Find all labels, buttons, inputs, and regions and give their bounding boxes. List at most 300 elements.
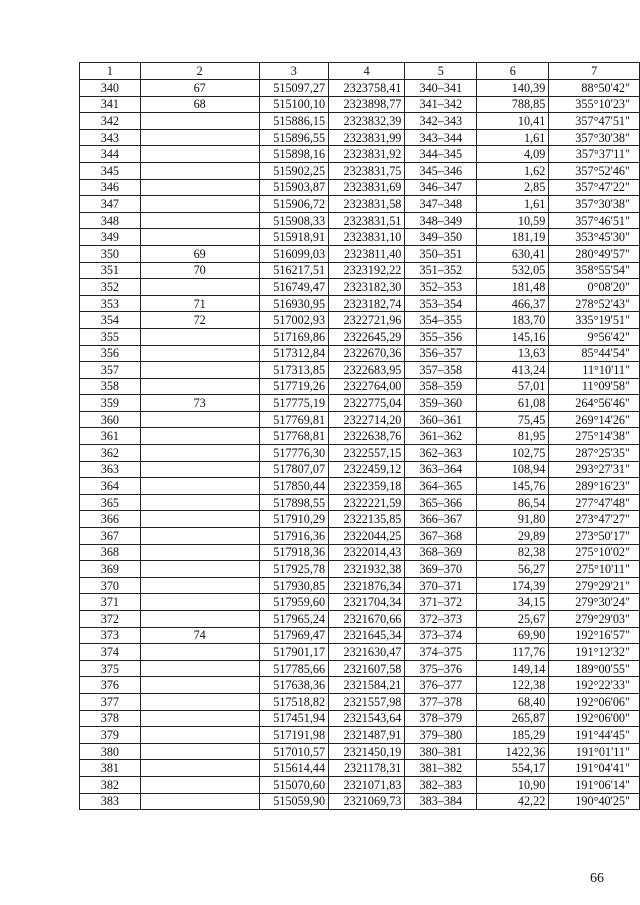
bearing-cell: 269°14'26" xyxy=(549,411,640,428)
y-coordinate-cell: 2323831,92 xyxy=(329,146,405,163)
distance-cell: 29,89 xyxy=(477,528,549,545)
point-number-cell: 348 xyxy=(80,212,141,229)
segment-cell: 378–379 xyxy=(405,710,477,727)
point-number-cell: 370 xyxy=(80,577,141,594)
point-number-cell: 364 xyxy=(80,478,141,495)
node-number-cell xyxy=(140,411,259,428)
table-row xyxy=(80,577,640,594)
segment-cell: 345–346 xyxy=(405,162,477,179)
x-coordinate-cell: 515898,16 xyxy=(259,146,329,163)
x-coordinate-cell: 515059,90 xyxy=(259,793,329,810)
node-number-cell xyxy=(140,129,259,146)
y-coordinate-cell: 2323831,75 xyxy=(329,162,405,179)
segment-cell: 365–366 xyxy=(405,494,477,511)
segment-cell: 374–375 xyxy=(405,644,477,661)
y-coordinate-cell: 2321543,64 xyxy=(329,710,405,727)
point-number-cell: 355 xyxy=(80,328,141,345)
node-number-cell xyxy=(140,212,259,229)
segment-cell: 350–351 xyxy=(405,245,477,262)
distance-cell: 265,87 xyxy=(477,710,549,727)
bearing-cell: 11°10'11" xyxy=(549,362,640,379)
header-cell-3: 3 xyxy=(259,63,329,80)
point-number-cell: 350 xyxy=(80,245,141,262)
x-coordinate-cell: 517312,84 xyxy=(259,345,329,362)
y-coordinate-cell: 2321450,19 xyxy=(329,743,405,760)
distance-cell: 117,76 xyxy=(477,644,549,661)
node-number-cell xyxy=(140,577,259,594)
segment-cell: 340–341 xyxy=(405,80,477,97)
distance-cell: 91,80 xyxy=(477,511,549,528)
point-number-cell: 351 xyxy=(80,262,141,279)
distance-cell: 13,63 xyxy=(477,345,549,362)
distance-cell: 149,14 xyxy=(477,660,549,677)
point-number-cell: 381 xyxy=(80,760,141,777)
distance-cell: 183,70 xyxy=(477,312,549,329)
node-number-cell xyxy=(140,760,259,777)
table-row xyxy=(80,245,640,262)
y-coordinate-cell: 2323182,30 xyxy=(329,279,405,296)
point-number-cell: 359 xyxy=(80,395,141,412)
y-coordinate-cell: 2323831,99 xyxy=(329,129,405,146)
point-number-cell: 356 xyxy=(80,345,141,362)
segment-cell: 356–357 xyxy=(405,345,477,362)
distance-cell: 69,90 xyxy=(477,627,549,644)
x-coordinate-cell: 517313,85 xyxy=(259,362,329,379)
y-coordinate-cell: 2321876,34 xyxy=(329,577,405,594)
x-coordinate-cell: 515906,72 xyxy=(259,196,329,213)
distance-cell: 68,40 xyxy=(477,693,549,710)
bearing-cell: 357°46'51" xyxy=(549,212,640,229)
node-number-cell xyxy=(140,660,259,677)
header-cell-4: 4 xyxy=(329,63,405,80)
bearing-cell: 273°50'17" xyxy=(549,528,640,545)
distance-cell: 82,38 xyxy=(477,544,549,561)
segment-cell: 343–344 xyxy=(405,129,477,146)
distance-cell: 56,27 xyxy=(477,561,549,578)
y-coordinate-cell: 2323192,22 xyxy=(329,262,405,279)
node-number-cell xyxy=(140,511,259,528)
x-coordinate-cell: 516749,47 xyxy=(259,279,329,296)
node-number-cell xyxy=(140,727,259,744)
x-coordinate-cell: 516099,03 xyxy=(259,245,329,262)
x-coordinate-cell: 517850,44 xyxy=(259,478,329,495)
bearing-cell: 189°00'55" xyxy=(549,660,640,677)
x-coordinate-cell: 517901,17 xyxy=(259,644,329,661)
y-coordinate-cell: 2321704,34 xyxy=(329,594,405,611)
table-row xyxy=(80,627,640,644)
x-coordinate-cell: 515097,27 xyxy=(259,80,329,97)
distance-cell: 10,90 xyxy=(477,776,549,793)
x-coordinate-cell: 517807,07 xyxy=(259,461,329,478)
table-row xyxy=(80,362,640,379)
segment-cell: 367–368 xyxy=(405,528,477,545)
distance-cell: 788,85 xyxy=(477,96,549,113)
table-row xyxy=(80,793,640,810)
table-body xyxy=(80,80,640,810)
table-row xyxy=(80,760,640,777)
segment-cell: 376–377 xyxy=(405,677,477,694)
segment-cell: 373–374 xyxy=(405,627,477,644)
bearing-cell: 357°47'51" xyxy=(549,113,640,130)
table-row xyxy=(80,378,640,395)
bearing-cell: 85°44'54" xyxy=(549,345,640,362)
y-coordinate-cell: 2323758,41 xyxy=(329,80,405,97)
table-row xyxy=(80,229,640,246)
bearing-cell: 277°47'48" xyxy=(549,494,640,511)
node-number-cell xyxy=(140,461,259,478)
header-cell-6: 6 xyxy=(477,63,549,80)
bearing-cell: 192°16'57" xyxy=(549,627,640,644)
header-cell-2: 2 xyxy=(140,63,259,80)
distance-cell: 1,61 xyxy=(477,196,549,213)
segment-cell: 347–348 xyxy=(405,196,477,213)
y-coordinate-cell: 2323831,51 xyxy=(329,212,405,229)
segment-cell: 352–353 xyxy=(405,279,477,296)
x-coordinate-cell: 517169,86 xyxy=(259,328,329,345)
segment-cell: 344–345 xyxy=(405,146,477,163)
node-number-cell xyxy=(140,611,259,628)
x-coordinate-cell: 517785,66 xyxy=(259,660,329,677)
segment-cell: 363–364 xyxy=(405,461,477,478)
node-number-cell xyxy=(140,644,259,661)
node-number-cell xyxy=(140,162,259,179)
segment-cell: 354–355 xyxy=(405,312,477,329)
segment-cell: 375–376 xyxy=(405,660,477,677)
x-coordinate-cell: 517898,55 xyxy=(259,494,329,511)
table-row xyxy=(80,162,640,179)
distance-cell: 630,41 xyxy=(477,245,549,262)
distance-cell: 554,17 xyxy=(477,760,549,777)
header-cell-7: 7 xyxy=(549,63,640,80)
segment-cell: 368–369 xyxy=(405,544,477,561)
point-number-cell: 340 xyxy=(80,80,141,97)
y-coordinate-cell: 2322044,25 xyxy=(329,528,405,545)
distance-cell: 413,24 xyxy=(477,362,549,379)
node-number-cell xyxy=(140,544,259,561)
node-number-cell xyxy=(140,328,259,345)
node-number-cell: 68 xyxy=(140,96,259,113)
bearing-cell: 278°52'43" xyxy=(549,295,640,312)
table-row xyxy=(80,395,640,412)
table-row xyxy=(80,295,640,312)
point-number-cell: 366 xyxy=(80,511,141,528)
y-coordinate-cell: 2322135,85 xyxy=(329,511,405,528)
bearing-cell: 287°25'35" xyxy=(549,445,640,462)
y-coordinate-cell: 2323831,69 xyxy=(329,179,405,196)
table-row xyxy=(80,461,640,478)
bearing-cell: 353°45'30" xyxy=(549,229,640,246)
y-coordinate-cell: 2323831,58 xyxy=(329,196,405,213)
segment-cell: 382–383 xyxy=(405,776,477,793)
segment-cell: 348–349 xyxy=(405,212,477,229)
node-number-cell xyxy=(140,279,259,296)
node-number-cell xyxy=(140,146,259,163)
x-coordinate-cell: 517969,47 xyxy=(259,627,329,644)
y-coordinate-cell: 2322775,04 xyxy=(329,395,405,412)
distance-cell: 174,39 xyxy=(477,577,549,594)
bearing-cell: 88°50'42" xyxy=(549,80,640,97)
point-number-cell: 374 xyxy=(80,644,141,661)
table-row xyxy=(80,279,640,296)
point-number-cell: 378 xyxy=(80,710,141,727)
node-number-cell xyxy=(140,378,259,395)
segment-cell: 371–372 xyxy=(405,594,477,611)
table-row xyxy=(80,212,640,229)
y-coordinate-cell: 2322459,12 xyxy=(329,461,405,478)
point-number-cell: 343 xyxy=(80,129,141,146)
node-number-cell xyxy=(140,743,259,760)
bearing-cell: 192°06'06" xyxy=(549,693,640,710)
point-number-cell: 341 xyxy=(80,96,141,113)
segment-cell: 379–380 xyxy=(405,727,477,744)
node-number-cell xyxy=(140,428,259,445)
point-number-cell: 342 xyxy=(80,113,141,130)
table-row xyxy=(80,428,640,445)
x-coordinate-cell: 515908,33 xyxy=(259,212,329,229)
distance-cell: 466,37 xyxy=(477,295,549,312)
table-row xyxy=(80,262,640,279)
y-coordinate-cell: 2323898,77 xyxy=(329,96,405,113)
y-coordinate-cell: 2322764,00 xyxy=(329,378,405,395)
x-coordinate-cell: 517769,81 xyxy=(259,411,329,428)
distance-cell: 2,85 xyxy=(477,179,549,196)
segment-cell: 342–343 xyxy=(405,113,477,130)
bearing-cell: 289°16'23" xyxy=(549,478,640,495)
x-coordinate-cell: 515902,25 xyxy=(259,162,329,179)
x-coordinate-cell: 517451,94 xyxy=(259,710,329,727)
x-coordinate-cell: 515100,10 xyxy=(259,96,329,113)
segment-cell: 357–358 xyxy=(405,362,477,379)
point-number-cell: 347 xyxy=(80,196,141,213)
node-number-cell: 72 xyxy=(140,312,259,329)
x-coordinate-cell: 517925,78 xyxy=(259,561,329,578)
distance-cell: 102,75 xyxy=(477,445,549,462)
point-number-cell: 365 xyxy=(80,494,141,511)
y-coordinate-cell: 2321584,21 xyxy=(329,677,405,694)
bearing-cell: 357°52'46" xyxy=(549,162,640,179)
point-number-cell: 344 xyxy=(80,146,141,163)
point-number-cell: 369 xyxy=(80,561,141,578)
point-number-cell: 377 xyxy=(80,693,141,710)
x-coordinate-cell: 515070,60 xyxy=(259,776,329,793)
node-number-cell: 71 xyxy=(140,295,259,312)
y-coordinate-cell: 2321557,98 xyxy=(329,693,405,710)
y-coordinate-cell: 2322557,15 xyxy=(329,445,405,462)
bearing-cell: 11°09'58" xyxy=(549,378,640,395)
point-number-cell: 380 xyxy=(80,743,141,760)
segment-cell: 360–361 xyxy=(405,411,477,428)
table-row xyxy=(80,345,640,362)
point-number-cell: 362 xyxy=(80,445,141,462)
bearing-cell: 192°06'00" xyxy=(549,710,640,727)
bearing-cell: 357°37'11" xyxy=(549,146,640,163)
x-coordinate-cell: 517918,36 xyxy=(259,544,329,561)
bearing-cell: 264°56'46" xyxy=(549,395,640,412)
table-row xyxy=(80,328,640,345)
segment-cell: 358–359 xyxy=(405,378,477,395)
table-row xyxy=(80,129,640,146)
x-coordinate-cell: 517518,82 xyxy=(259,693,329,710)
bearing-cell: 357°47'22" xyxy=(549,179,640,196)
table-row xyxy=(80,113,640,130)
node-number-cell: 69 xyxy=(140,245,259,262)
x-coordinate-cell: 517768,81 xyxy=(259,428,329,445)
segment-cell: 361–362 xyxy=(405,428,477,445)
node-number-cell xyxy=(140,561,259,578)
table-row xyxy=(80,511,640,528)
x-coordinate-cell: 517719,26 xyxy=(259,378,329,395)
y-coordinate-cell: 2322683,95 xyxy=(329,362,405,379)
y-coordinate-cell: 2322359,18 xyxy=(329,478,405,495)
point-number-cell: 375 xyxy=(80,660,141,677)
x-coordinate-cell: 515614,44 xyxy=(259,760,329,777)
point-number-cell: 349 xyxy=(80,229,141,246)
bearing-cell: 357°30'38" xyxy=(549,196,640,213)
table-header xyxy=(80,63,640,80)
segment-cell: 341–342 xyxy=(405,96,477,113)
table-row xyxy=(80,179,640,196)
distance-cell: 61,08 xyxy=(477,395,549,412)
y-coordinate-cell: 2323832,39 xyxy=(329,113,405,130)
y-coordinate-cell: 2323811,40 xyxy=(329,245,405,262)
x-coordinate-cell: 515896,55 xyxy=(259,129,329,146)
table-row xyxy=(80,196,640,213)
node-number-cell xyxy=(140,478,259,495)
point-number-cell: 358 xyxy=(80,378,141,395)
table-row xyxy=(80,411,640,428)
node-number-cell xyxy=(140,229,259,246)
x-coordinate-cell: 516930,95 xyxy=(259,295,329,312)
distance-cell: 1422,36 xyxy=(477,743,549,760)
distance-cell: 140,39 xyxy=(477,80,549,97)
y-coordinate-cell: 2321069,73 xyxy=(329,793,405,810)
segment-cell: 351–352 xyxy=(405,262,477,279)
table-row xyxy=(80,693,640,710)
bearing-cell: 279°29'21" xyxy=(549,577,640,594)
x-coordinate-cell: 517002,93 xyxy=(259,312,329,329)
x-coordinate-cell: 516217,51 xyxy=(259,262,329,279)
table-row xyxy=(80,776,640,793)
table-row xyxy=(80,96,640,113)
node-number-cell xyxy=(140,793,259,810)
distance-cell: 181,48 xyxy=(477,279,549,296)
table-row xyxy=(80,660,640,677)
y-coordinate-cell: 2321487,91 xyxy=(329,727,405,744)
bearing-cell: 279°29'03" xyxy=(549,611,640,628)
table-row xyxy=(80,445,640,462)
table-row xyxy=(80,528,640,545)
point-number-cell: 345 xyxy=(80,162,141,179)
node-number-cell: 73 xyxy=(140,395,259,412)
table-row xyxy=(80,611,640,628)
distance-cell: 122,38 xyxy=(477,677,549,694)
table-row xyxy=(80,743,640,760)
header-cell-5: 5 xyxy=(405,63,477,80)
y-coordinate-cell: 2321178,31 xyxy=(329,760,405,777)
y-coordinate-cell: 2322714,20 xyxy=(329,411,405,428)
header-row xyxy=(80,63,640,80)
node-number-cell xyxy=(140,677,259,694)
node-number-cell xyxy=(140,196,259,213)
distance-cell: 42,22 xyxy=(477,793,549,810)
node-number-cell xyxy=(140,345,259,362)
node-number-cell xyxy=(140,113,259,130)
x-coordinate-cell: 517191,98 xyxy=(259,727,329,744)
bearing-cell: 273°47'27" xyxy=(549,511,640,528)
page-number: 66 xyxy=(590,871,604,886)
distance-cell: 145,16 xyxy=(477,328,549,345)
table-row xyxy=(80,80,640,97)
segment-cell: 369–370 xyxy=(405,561,477,578)
x-coordinate-cell: 517930,85 xyxy=(259,577,329,594)
segment-cell: 372–373 xyxy=(405,611,477,628)
x-coordinate-cell: 517959,60 xyxy=(259,594,329,611)
segment-cell: 355–356 xyxy=(405,328,477,345)
distance-cell: 145,76 xyxy=(477,478,549,495)
table-row xyxy=(80,312,640,329)
bearing-cell: 275°10'02" xyxy=(549,544,640,561)
segment-cell: 366–367 xyxy=(405,511,477,528)
table-row xyxy=(80,644,640,661)
table-row xyxy=(80,146,640,163)
point-number-cell: 361 xyxy=(80,428,141,445)
distance-cell: 4,09 xyxy=(477,146,549,163)
segment-cell: 362–363 xyxy=(405,445,477,462)
bearing-cell: 355°10'23" xyxy=(549,96,640,113)
node-number-cell: 70 xyxy=(140,262,259,279)
coordinates-table xyxy=(79,62,640,810)
y-coordinate-cell: 2321607,58 xyxy=(329,660,405,677)
distance-cell: 57,01 xyxy=(477,378,549,395)
point-number-cell: 367 xyxy=(80,528,141,545)
distance-cell: 81,95 xyxy=(477,428,549,445)
distance-cell: 10,41 xyxy=(477,113,549,130)
y-coordinate-cell: 2321670,66 xyxy=(329,611,405,628)
x-coordinate-cell: 517910,29 xyxy=(259,511,329,528)
point-number-cell: 368 xyxy=(80,544,141,561)
x-coordinate-cell: 517010,57 xyxy=(259,743,329,760)
bearing-cell: 357°30'38" xyxy=(549,129,640,146)
distance-cell: 25,67 xyxy=(477,611,549,628)
point-number-cell: 372 xyxy=(80,611,141,628)
table-row xyxy=(80,677,640,694)
point-number-cell: 357 xyxy=(80,362,141,379)
segment-cell: 380–381 xyxy=(405,743,477,760)
distance-cell: 1,62 xyxy=(477,162,549,179)
bearing-cell: 293°27'31" xyxy=(549,461,640,478)
y-coordinate-cell: 2323182,74 xyxy=(329,295,405,312)
table-row xyxy=(80,561,640,578)
node-number-cell: 74 xyxy=(140,627,259,644)
bearing-cell: 0°08'20" xyxy=(549,279,640,296)
bearing-cell: 191°06'14" xyxy=(549,776,640,793)
node-number-cell xyxy=(140,528,259,545)
segment-cell: 346–347 xyxy=(405,179,477,196)
bearing-cell: 191°01'11" xyxy=(549,743,640,760)
y-coordinate-cell: 2321630,47 xyxy=(329,644,405,661)
bearing-cell: 279°30'24" xyxy=(549,594,640,611)
bearing-cell: 358°55'54" xyxy=(549,262,640,279)
segment-cell: 349–350 xyxy=(405,229,477,246)
segment-cell: 364–365 xyxy=(405,478,477,495)
x-coordinate-cell: 515886,15 xyxy=(259,113,329,130)
point-number-cell: 346 xyxy=(80,179,141,196)
bearing-cell: 191°04'41" xyxy=(549,760,640,777)
point-number-cell: 383 xyxy=(80,793,141,810)
bearing-cell: 280°49'57" xyxy=(549,245,640,262)
x-coordinate-cell: 517638,36 xyxy=(259,677,329,694)
table-row xyxy=(80,544,640,561)
